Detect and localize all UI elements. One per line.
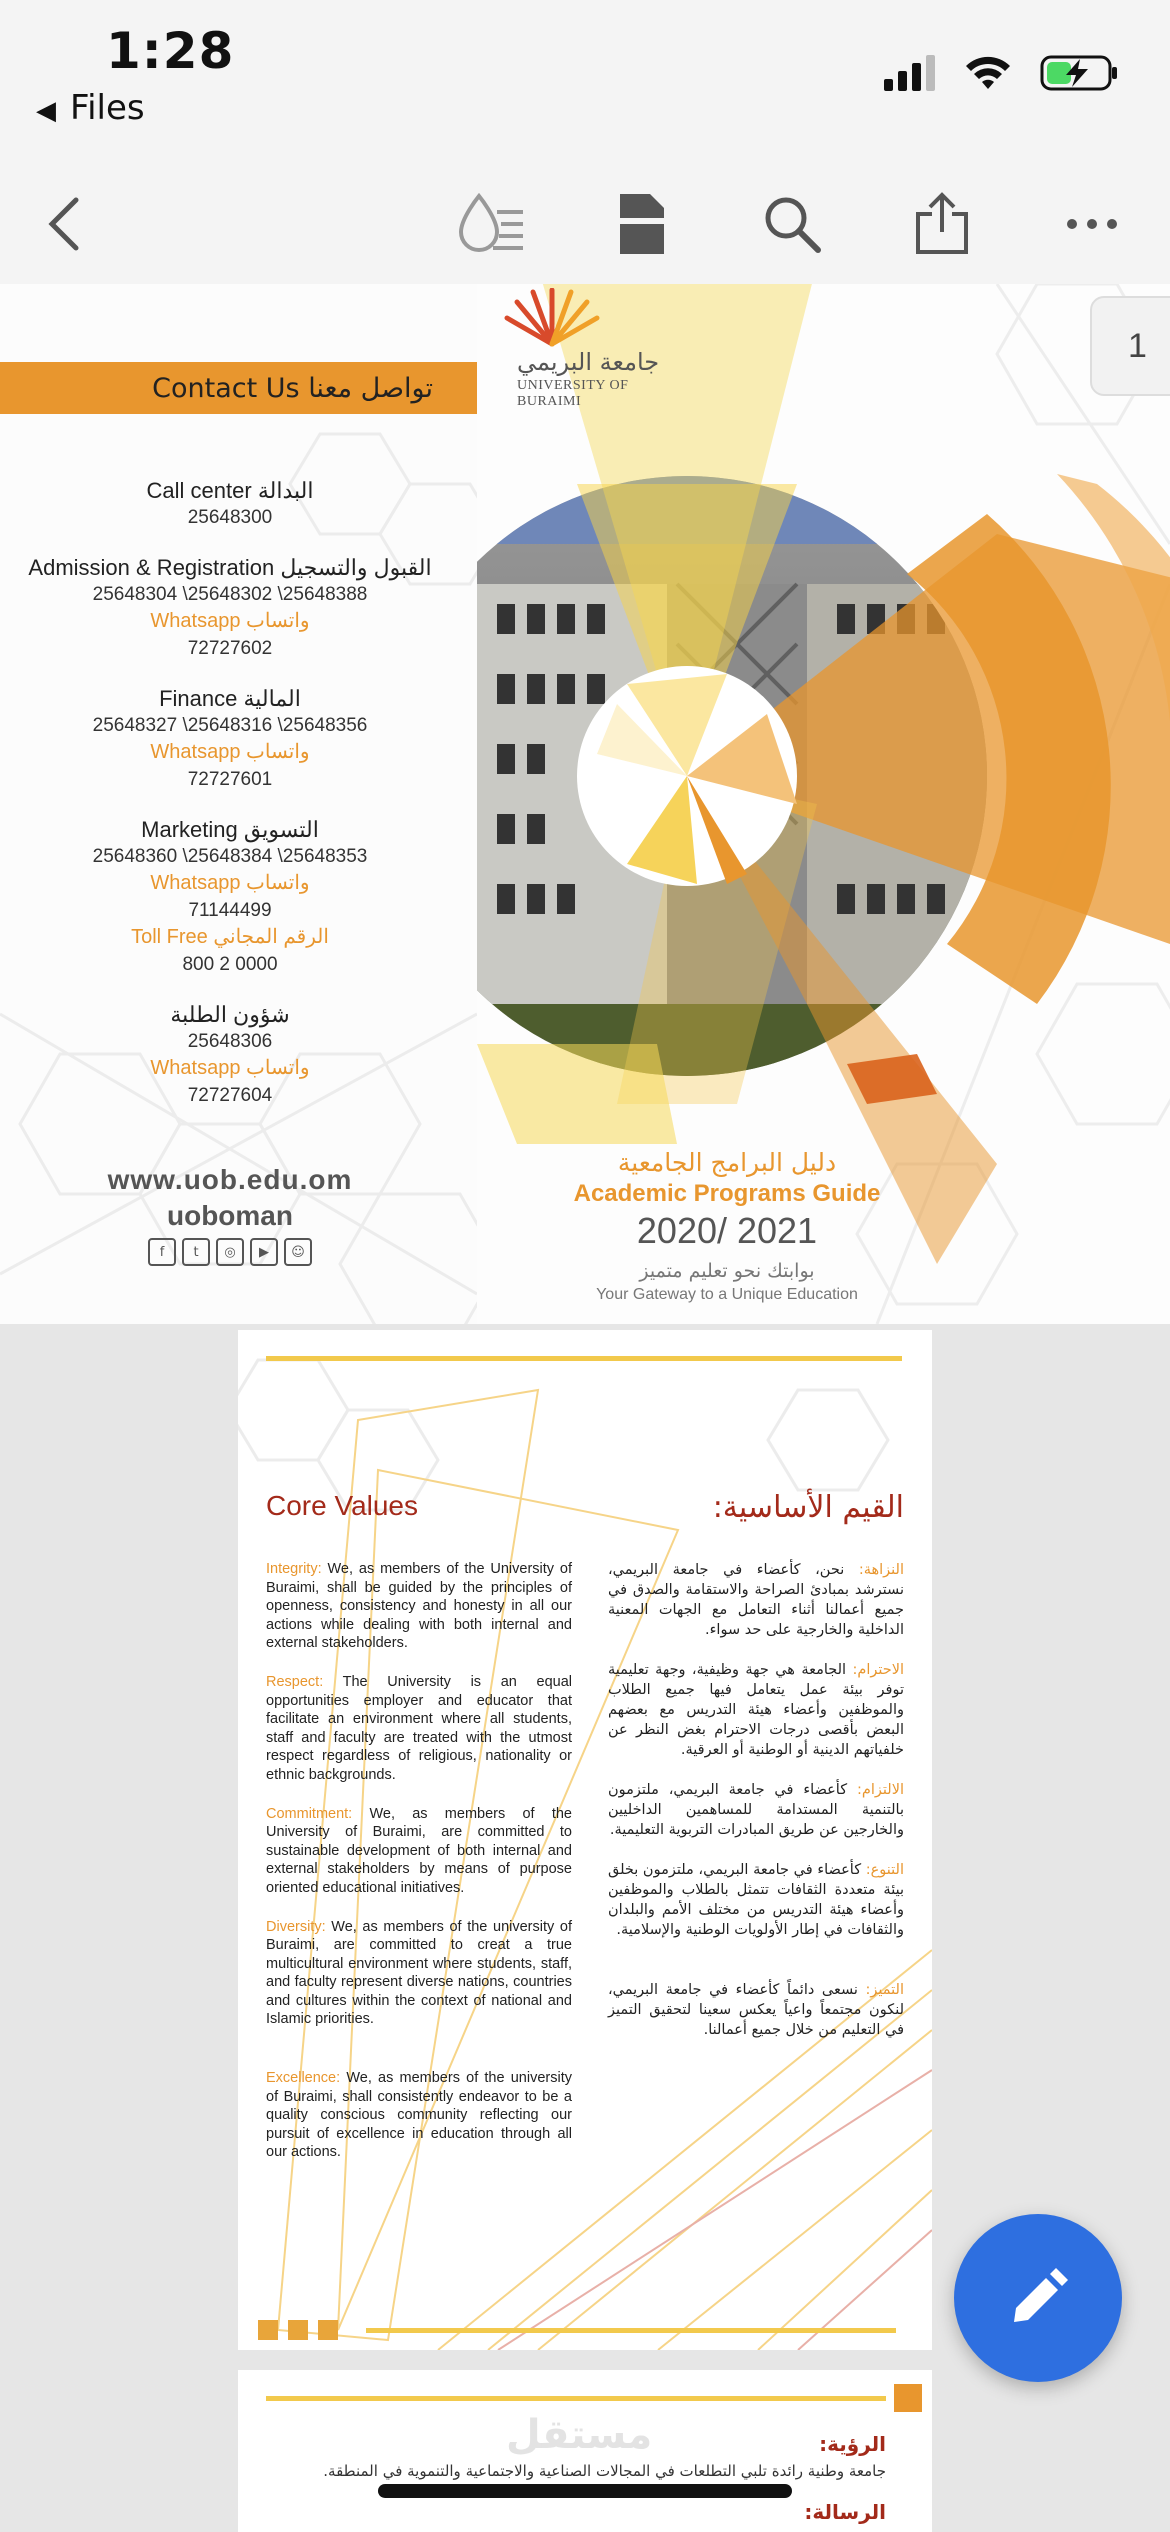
value-text: We, as members of the University of Buraimi, are committed to sustainable development of both internal and external stakeholders by means of purpose oriented educational initiatives.: [266, 1805, 572, 1896]
contact-number: 25648306: [187, 1031, 273, 1052]
core-values-english-column: [266, 1560, 572, 2182]
contact-whatsapp-number: 72727601: [187, 769, 273, 790]
contact-title: شؤون الطلبة: [170, 1002, 290, 1027]
snapchat-icon: ☺: [284, 1238, 312, 1266]
value-key: Respect:: [266, 1673, 324, 1690]
pdf-document-view[interactable]: [0, 284, 1170, 2532]
home-indicator[interactable]: [378, 2484, 792, 2498]
vision-text: جامعة وطنية رائدة تلبي التطلعات في المجالات الصناعية والاجتماعية والتنموية في المنطقة.: [323, 2462, 886, 2480]
value-text: كأعضاء في جامعة البريمي، ملتزمون بخلق بيئة متعددة الثقافات تتمثل بالطلاب والموظفين وأعضاء هيئة التدريس من مختلف الأمم والبلدان والثقافات في إطار الأولويات الوطنية والإسلامية.: [608, 1862, 904, 1938]
page-top-rule: [266, 2396, 886, 2401]
contact-number: 25648360 \25648384 \25648353: [92, 846, 368, 867]
value-key: التميز:: [865, 1982, 904, 1998]
brochure-cover-spread: [0, 284, 1170, 1324]
page-top-rule: [266, 1356, 902, 1361]
value-key: الاحترام:: [852, 1662, 904, 1678]
value-commitment: [266, 1805, 572, 1898]
contact-number: 25648300: [187, 507, 273, 528]
contact-whatsapp-label: Whatsapp واتساب: [150, 610, 310, 632]
contact-whatsapp-label: Whatsapp واتساب: [150, 872, 310, 894]
contact-whatsapp-number: 72727604: [187, 1085, 273, 1106]
page-number-indicator: 1: [1090, 296, 1170, 396]
core-values-title-arabic: القيم الأساسية:: [712, 1490, 904, 1525]
guide-title-arabic: دليل البرامج الجامعية: [617, 1148, 837, 1177]
more-icon[interactable]: [1052, 184, 1132, 264]
value-key: Integrity:: [266, 1561, 322, 1577]
value-integrity: [266, 1560, 572, 1653]
value-key: Diversity:: [266, 1918, 326, 1935]
value-text: الجامعة هي جهة وظيفية، وجهة تعليمية توفر بيئة عمل يتعامل فيها جميع الطلاب والموظفين وأعضاء هيئة التدريس مع بعضهم البعض بأقصى درجات الاحترام بغض النظر عن خلفياتهم الدينية أو الوطنية أو العرقية.: [608, 1662, 904, 1758]
facebook-icon: f: [148, 1238, 176, 1266]
value-text: The University is an equal opportunities employer and educator that facilitate an environment where all students, staff and faculty are treated with the utmost respect regardless of religious, nationality or ethnic backgrounds.: [266, 1673, 572, 1783]
contact-title: Marketing التسويق: [141, 817, 319, 842]
value-integrity-ar: [608, 1560, 904, 1640]
tagline-arabic: بوابتك نحو تعليم متميز: [639, 1260, 815, 1282]
contact-panel: [0, 284, 477, 1324]
share-icon[interactable]: [902, 184, 982, 264]
contact-entry-student-affairs: [0, 1002, 460, 1109]
value-text: كأعضاء في جامعة البريمي، ملتزمون بالتنمية المستدامة للمساهمين الداخليين والخارجين عن طريق المبادرات التربوية التعليمية.: [608, 1782, 904, 1838]
contact-whatsapp-number: 71144499: [188, 900, 272, 921]
university-logo: [497, 288, 677, 409]
bookmark-icon[interactable]: [602, 184, 682, 264]
pencil-icon: [1006, 2266, 1070, 2330]
guide-title-english: Academic Programs Guide: [573, 1180, 881, 1207]
value-diversity-ar: [608, 1860, 904, 1940]
value-excellence-ar: [608, 1980, 904, 2040]
contact-title: Admission & Registration القبول والتسجيل: [28, 555, 432, 580]
tagline-english: Your Gateway to a Unique Education: [596, 1286, 858, 1303]
cellular-signal-icon: [884, 55, 936, 91]
contact-whatsapp-label: Whatsapp واتساب: [150, 741, 310, 763]
value-key: التنوع:: [865, 1862, 904, 1878]
value-respect-ar: [608, 1660, 904, 1760]
value-key: النزاهة:: [858, 1562, 904, 1578]
watermark-text: مستقل: [506, 2412, 653, 2458]
mission-title: الرسالة:: [804, 2500, 886, 2524]
pdf-toolbar: [0, 160, 1170, 284]
contact-tollfree-label: Toll Free الرقم المجاني: [131, 926, 329, 948]
logo-english-name: UNIVERSITY OF BURAIMI: [517, 378, 629, 409]
contact-entry-admission: [0, 555, 460, 662]
contact-title: Finance المالية: [159, 686, 301, 711]
square-mark: [318, 2320, 338, 2340]
square-mark: [288, 2320, 308, 2340]
value-key: الالتزام:: [857, 1782, 904, 1798]
contact-tollfree-number: 800 2 0000: [182, 954, 278, 975]
contact-entry-call-center: [0, 478, 460, 531]
wifi-icon: [964, 55, 1012, 91]
back-app-label: Files: [70, 88, 145, 128]
contact-entry-finance: [0, 686, 460, 793]
page-bottom-rule: [258, 2320, 918, 2340]
social-handle: uoboman: [167, 1200, 293, 1231]
search-icon[interactable]: [752, 184, 832, 264]
clock: 1:28: [106, 22, 235, 80]
value-key: Excellence:: [266, 2070, 341, 2087]
vision-mission-page: [238, 2370, 932, 2532]
reading-mode-icon[interactable]: [452, 184, 532, 264]
social-icons: [148, 1238, 312, 1266]
contact-us-header: Contact Us تواصل معنا: [0, 362, 477, 414]
logo-arabic-name: جامعة البريمي: [517, 348, 660, 376]
website-url: www.uob.edu.om: [107, 1164, 353, 1195]
value-commitment-ar: [608, 1780, 904, 1840]
back-chevron-icon[interactable]: [24, 184, 104, 264]
twitter-icon: t: [182, 1238, 210, 1266]
value-key: Commitment:: [266, 1805, 353, 1822]
guide-year: 2020/ 2021: [636, 1210, 818, 1251]
value-text: We, as members of the university of Buraimi, are committed to creat a true multicultural environment where students, staff, and faculty represent diverse nations, countries and cultures within the context of national and Islamic priorities.: [266, 1918, 572, 2028]
core-values-arabic-column: [608, 1560, 904, 2060]
contact-list: [0, 454, 460, 1109]
core-values-title-english: Core Values: [266, 1490, 419, 1521]
square-mark: [258, 2320, 278, 2340]
edit-fab-button[interactable]: [954, 2214, 1122, 2382]
website-block: [0, 1164, 460, 1232]
sunburst-logo-icon: [497, 288, 607, 348]
status-icons: [884, 50, 1120, 96]
cover-panel: [477, 284, 1170, 1324]
contact-whatsapp-number: 72727602: [187, 638, 273, 659]
back-to-files-link[interactable]: [36, 88, 145, 128]
contact-whatsapp-label: Whatsapp واتساب: [150, 1057, 310, 1079]
value-excellence: [266, 2069, 572, 2162]
instagram-icon: ◎: [216, 1238, 244, 1266]
back-triangle-icon: ◀: [36, 96, 56, 126]
value-text: We, as members of the University of Buraimi, shall be guided by the principles of openness, consistency and honesty in all our actions while dealing with both internal and external stakeholders.: [266, 1561, 572, 1652]
value-respect: [266, 1673, 572, 1785]
bottom-rule-line: [366, 2328, 896, 2333]
youtube-icon: ▶: [250, 1238, 278, 1266]
square-mark: [894, 2384, 922, 2412]
value-diversity: [266, 1918, 572, 2030]
contact-number: 25648327 \25648316 \25648356: [92, 715, 368, 736]
value-text: We, as members of the university of Buraimi, shall consistently endeavor to be a quality conscious community reflecting our pursuit of excellence in education through all our actions.: [266, 2070, 572, 2161]
contact-title: Call center البدالة: [146, 478, 314, 503]
battery-charging-icon: [1040, 53, 1120, 93]
contact-entry-marketing: [0, 817, 460, 978]
value-text: نسعى دائماً كأعضاء في جامعة البريمي، لنكون مجتمعاً واعياً يعكس سعينا لتحقيق التميز في التعليم من خلال جميع أعمالنا.: [608, 1982, 904, 2038]
core-values-page: [238, 1330, 932, 2350]
vision-title: الرؤية:: [819, 2432, 886, 2456]
contact-number: 25648304 \25648302 \25648388: [92, 584, 368, 605]
value-text: نحن، كأعضاء في جامعة البريمي، نسترشد بمبادئ الصراحة والاستقامة والصدق في جميع أعمالنا أثناء التعامل مع الجهات المعنية الداخلية والخارجية على حد سواء.: [608, 1562, 904, 1638]
status-bar: [0, 0, 1170, 160]
